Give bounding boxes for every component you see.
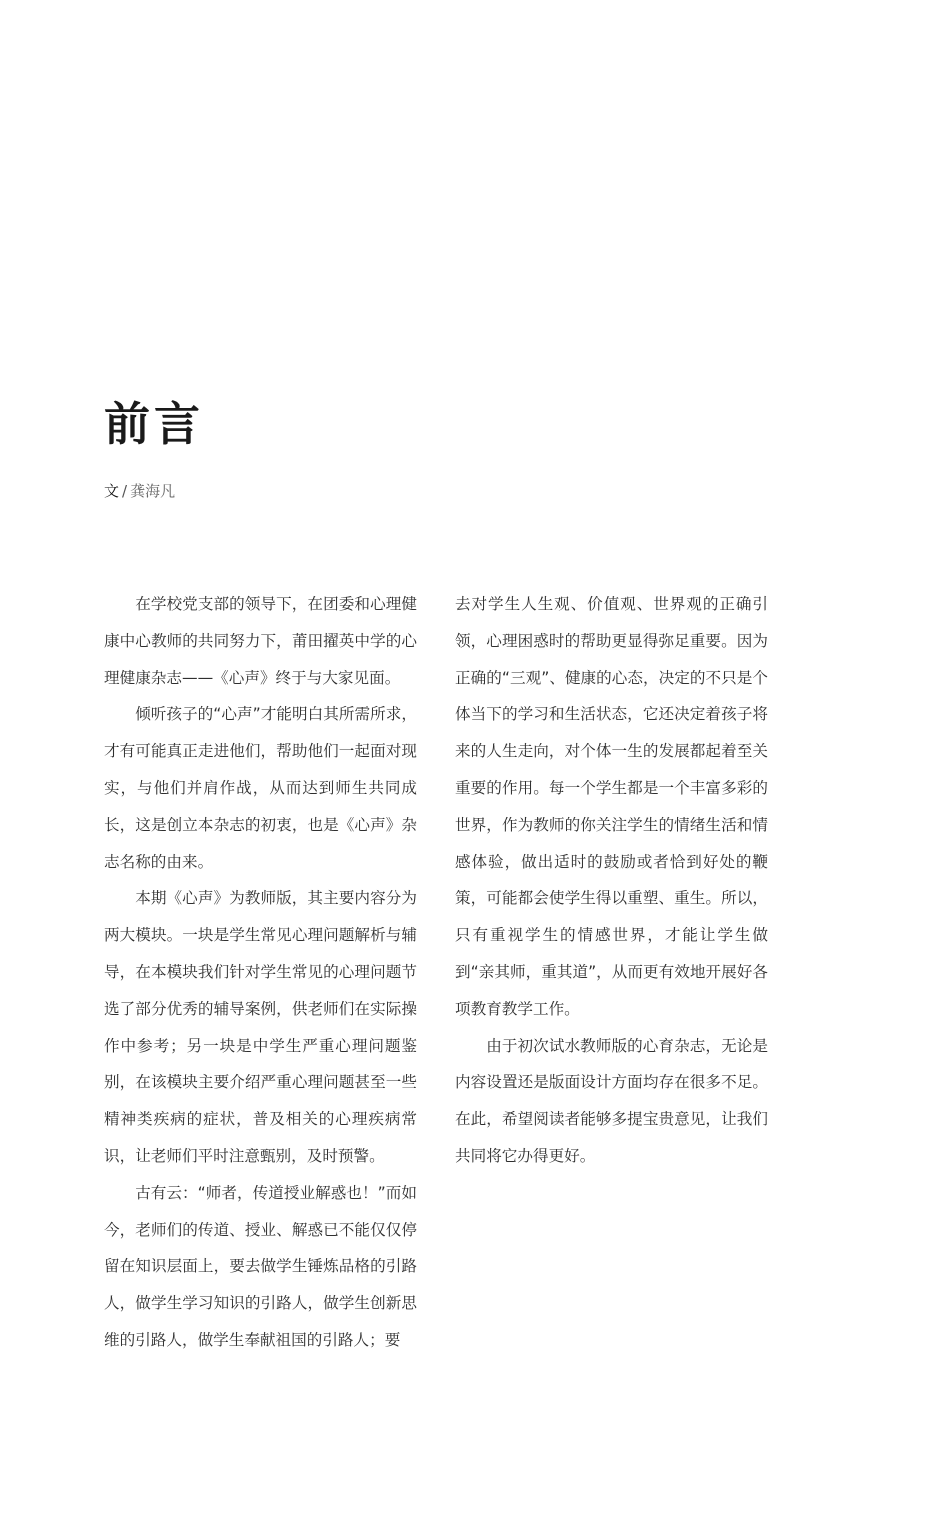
paragraph-1: 在学校党支部的领导下，在团委和心理健康中心教师的共同努力下，莆田擢英中学的心理健康杂志——《心声》终于与大家见面。 [104, 595, 417, 687]
byline [104, 480, 175, 502]
paragraph-5: 由于初次试水教师版的心育杂志，无论是内容设置还是版面设计方面均存在很多不足。在此，希望阅读者能够多提宝贵意见，让我们共同将它办得更好。 [455, 1036, 768, 1165]
page-title: 前言 [104, 397, 204, 451]
paragraph-3: 本期《心声》为教师版，其主要内容分为两大模块。一块是学生常见心理问题解析与辅导，在本模块我们针对学生常见的心理问题节选了部分优秀的辅导案例，供老师们在实际操作中参考；另一块是中学生严重心理问题鉴别，在该模块主要介绍严重心理问题甚至一些精神类疾病的症状，普及相关的心理疾病常识，让老师们平时注意甄别，及时预警。 [104, 889, 417, 1165]
byline-author: 龚海凡 [130, 482, 176, 500]
text-column-left [104, 586, 417, 1359]
byline-separator: / [122, 482, 128, 500]
byline-label: 文 [104, 482, 120, 500]
text-column-right [455, 586, 768, 1175]
paragraph-4-continued: 去对学生人生观、价值观、世界观的正确引领，心理困惑时的帮助更显得弥足重要。因为正确的“三观”、健康的心态，决定的不只是个体当下的学习和生活状态，它还决定着孩子将来的人生走向，对个体一生的发展都起着至关重要的作用。每一个学生都是一个丰富多彩的世界，作为教师的你关注学生的情绪生活和情感体验，做出适时的鼓励或者恰到好处的鞭策，可能都会使学生得以重塑、重生。所以，只有重视学生的情感世界，才能让学生做到“亲其师，重其道”，从而更有效地开展好各项教育教学工作。 [455, 595, 768, 1018]
paragraph-4-start: 古有云：“师者，传道授业解惑也！”而如今，老师们的传道、授业、解惑已不能仅仅停留在知识层面上，要去做学生锤炼品格的引路人，做学生学习知识的引路人，做学生创新思维的引路人，做学生奉献祖国的引路人；要 [104, 1183, 417, 1349]
paragraph-2: 倾听孩子的“心声”才能明白其所需所求，才有可能真正走进他们，帮助他们一起面对现实，与他们并肩作战，从而达到师生共同成长，这是创立本杂志的初衷，也是《心声》杂志名称的由来。 [104, 705, 417, 871]
